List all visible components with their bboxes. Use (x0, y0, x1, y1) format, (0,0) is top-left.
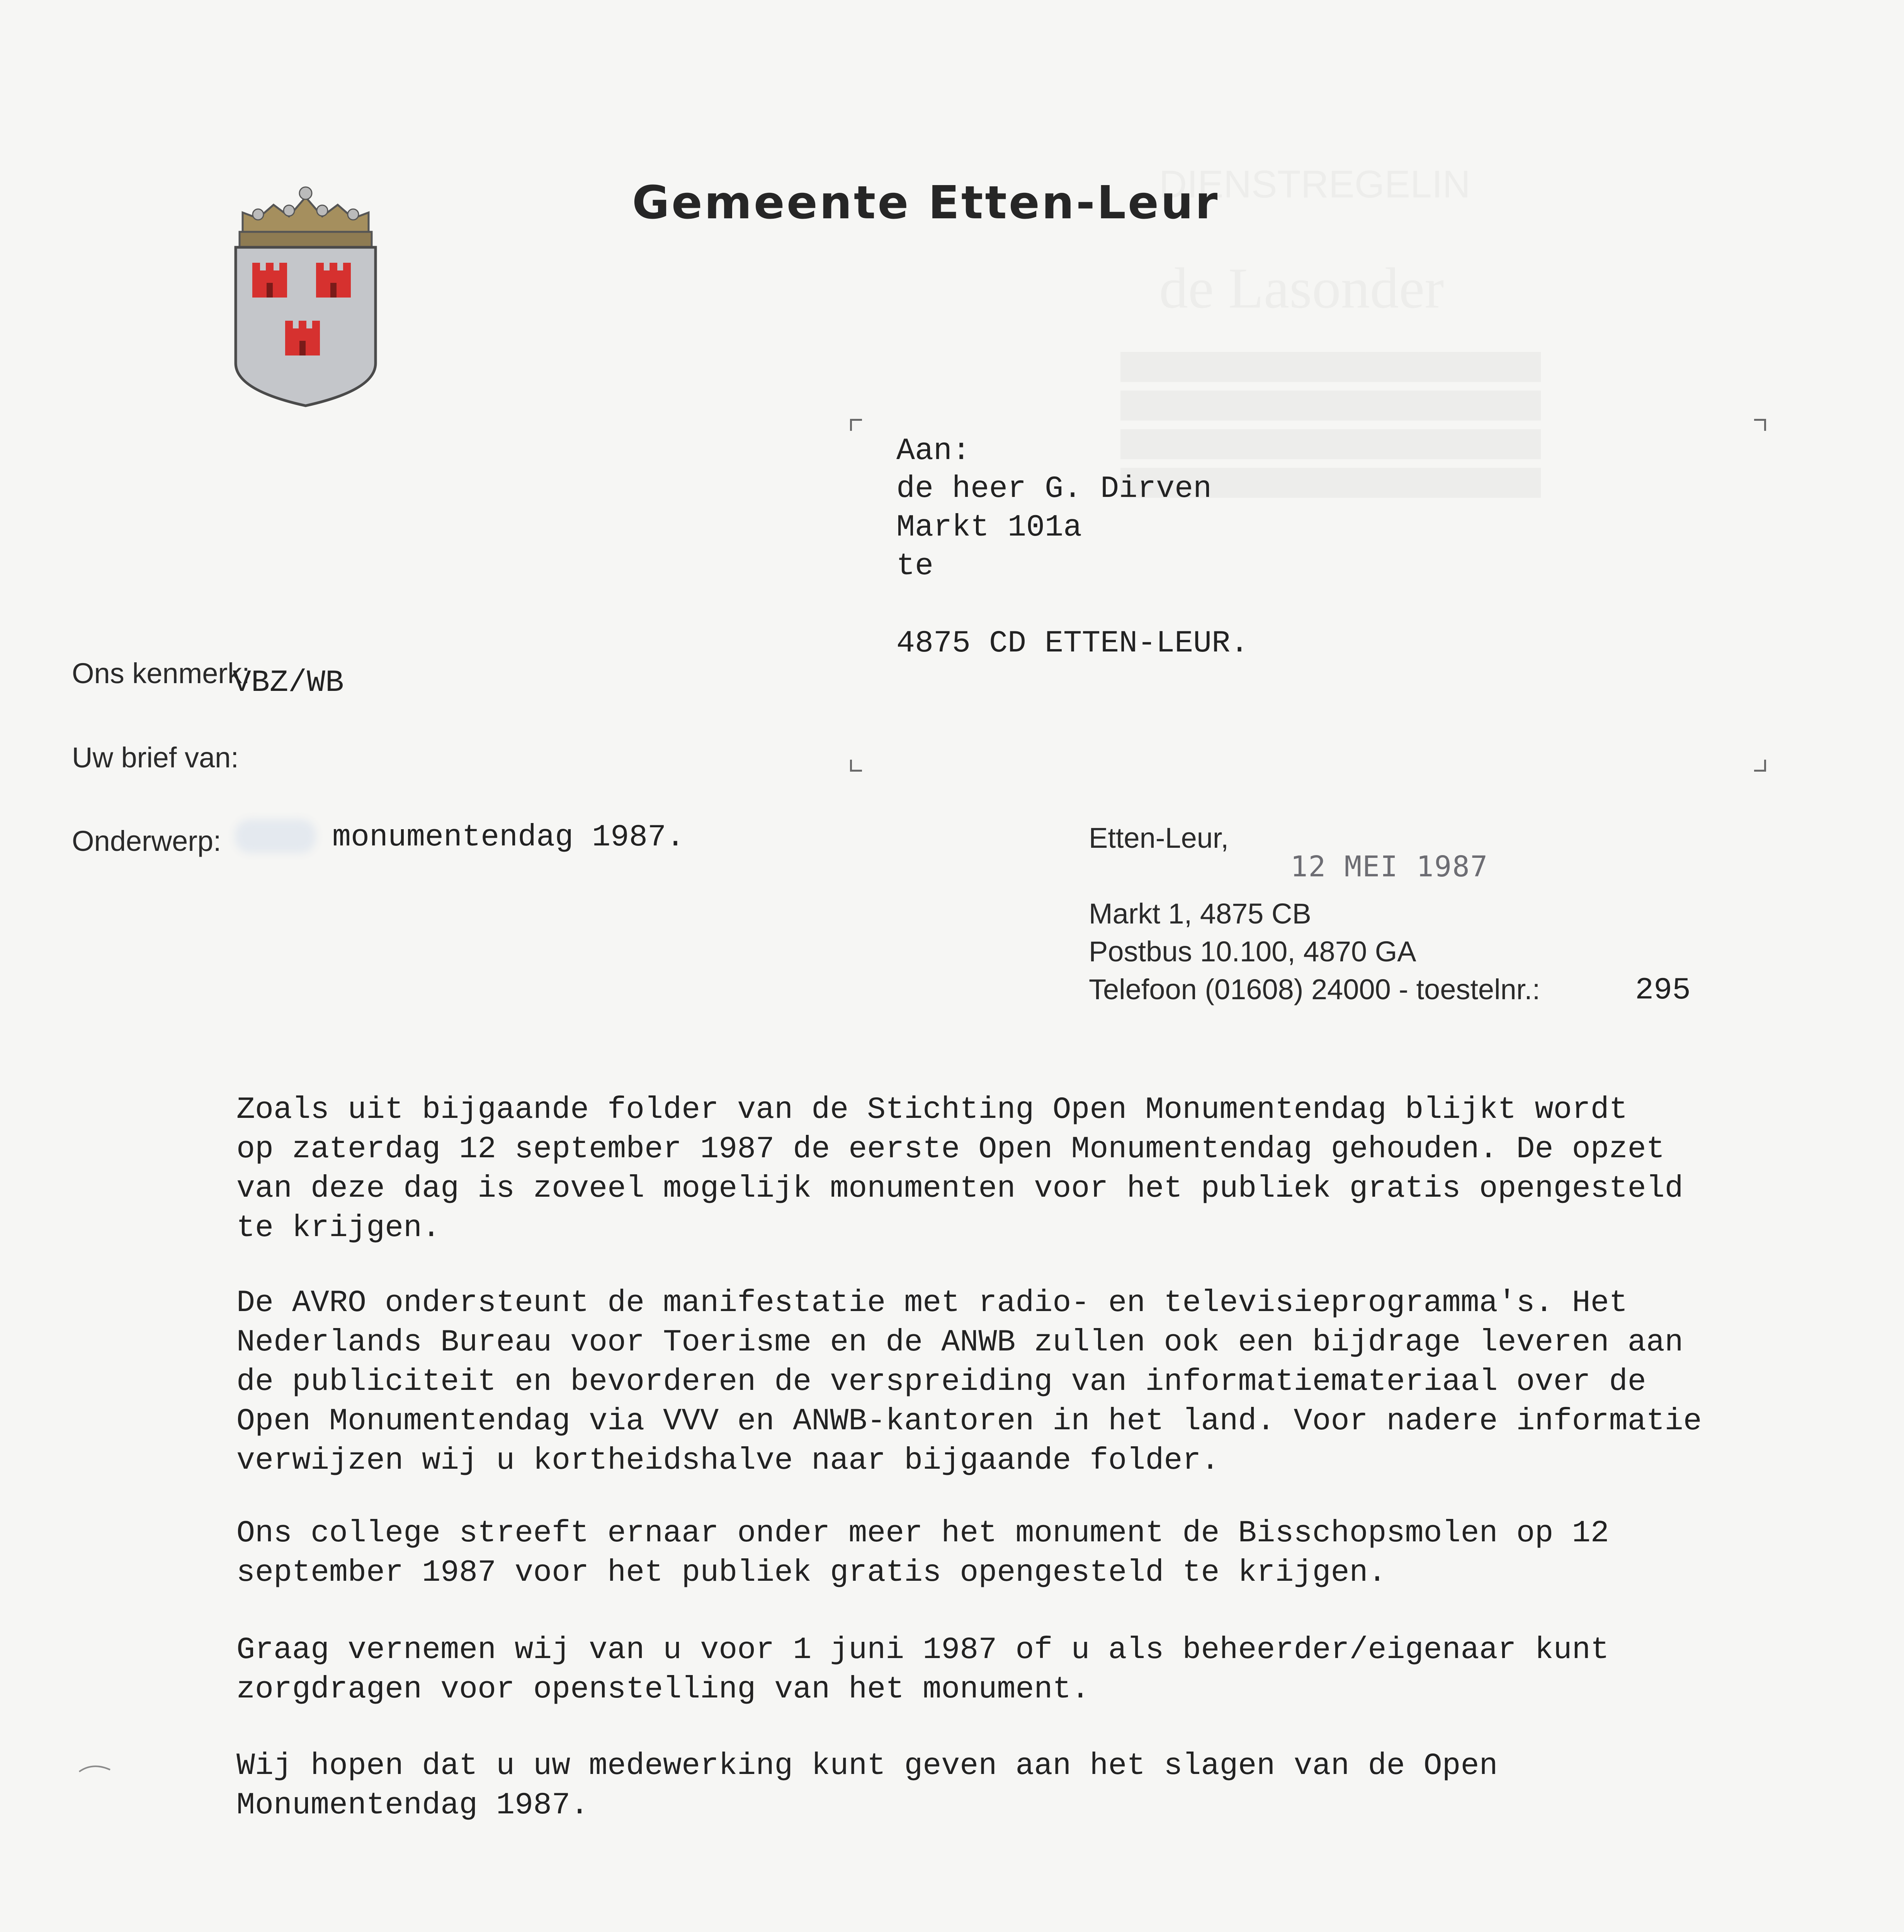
ons-kenmerk-value: VBZ/WB (233, 665, 344, 701)
body-paragraph (236, 1284, 1702, 1481)
window-mark-tl (850, 419, 862, 431)
organization-name: Gemeente Etten-Leur (632, 176, 1220, 229)
window-mark-tr (1754, 419, 1766, 431)
body-line: De AVRO ondersteunt de manifestatie met radio- en televisieprogramma's. Het (236, 1286, 1628, 1321)
margin-mark (77, 1762, 112, 1774)
onderwerp-label: Onderwerp: (72, 825, 221, 857)
body-paragraph (236, 1090, 1683, 1248)
body-line: verwijzen wij u kortheidshalve naar bijgaande folder. (236, 1443, 1220, 1478)
place-label: Etten-Leur, (1089, 822, 1229, 854)
body-line: op zaterdag 12 september 1987 de eerste Open Monumentendag gehouden. De opzet (236, 1132, 1665, 1167)
uw-brief-label: Uw brief van: (72, 742, 239, 774)
body-line: de publiciteit en bevorderen de verspreiding van informatiemateriaal over de (236, 1364, 1646, 1400)
body-line: Open Monumentendag via VVV en ANWB-kantoren in het land. Voor nadere informatie (236, 1404, 1702, 1439)
window-mark-bl (850, 760, 862, 772)
body-line: te krijgen. (236, 1211, 441, 1246)
handwritten-signature (1012, 1901, 1360, 1932)
redaction-blur (235, 819, 316, 853)
body-paragraph (236, 1514, 1609, 1593)
body-line: Graag vernemen wij van u voor 1 juni 1987 of u als beheerder/eigenaar kunt (236, 1633, 1609, 1668)
body-line: Zoals uit bijgaande folder van de Stichting Open Monumentendag blijkt wordt (236, 1092, 1628, 1128)
body-line: Wij hopen dat u uw medewerking kunt geven aan het slagen van de Open (236, 1748, 1498, 1784)
phone-extension: 295 (1635, 973, 1691, 1008)
recipient-line: Aan: (896, 434, 971, 469)
sender-address-line: Postbus 10.100, 4870 GA (1089, 935, 1416, 968)
body-line: Nederlands Bureau voor Toerisme en de ANWB zullen ook een bijdrage leveren aan (236, 1325, 1683, 1360)
body-line: van deze dag is zoveel mogelijk monumenten voor het publiek gratis opengesteld (236, 1171, 1683, 1206)
body-paragraph (236, 1747, 1498, 1825)
window-mark-br (1754, 760, 1766, 772)
phone-label: Telefoon (01608) 24000 - toestelnr.: (1089, 973, 1540, 1005)
recipient-line: Markt 101a (896, 510, 1082, 545)
body-line: zorgdragen voor openstelling van het monument. (236, 1672, 1090, 1707)
body-paragraph (236, 1631, 1609, 1709)
onderwerp-value: monumentendag 1987. (332, 820, 685, 855)
ons-kenmerk-label: Ons kenmerk: (72, 657, 250, 689)
coat-of-arms-icon (231, 182, 380, 408)
sender-address-line: Markt 1, 4875 CB (1089, 898, 1311, 930)
recipient-line: te (896, 549, 934, 584)
body-line: Monumentendag 1987. (236, 1788, 589, 1823)
body-line: Ons college streeft ernaar onder meer het monument de Bisschopsmolen op 12 (236, 1516, 1609, 1551)
body-line: september 1987 voor het publiek gratis opengesteld te krijgen. (236, 1555, 1387, 1590)
date-stamp: 12 MEI 1987 (1290, 850, 1489, 883)
recipient-line: 4875 CD ETTEN-LEUR. (896, 626, 1249, 661)
recipient-line: de heer G. Dirven (896, 471, 1212, 507)
